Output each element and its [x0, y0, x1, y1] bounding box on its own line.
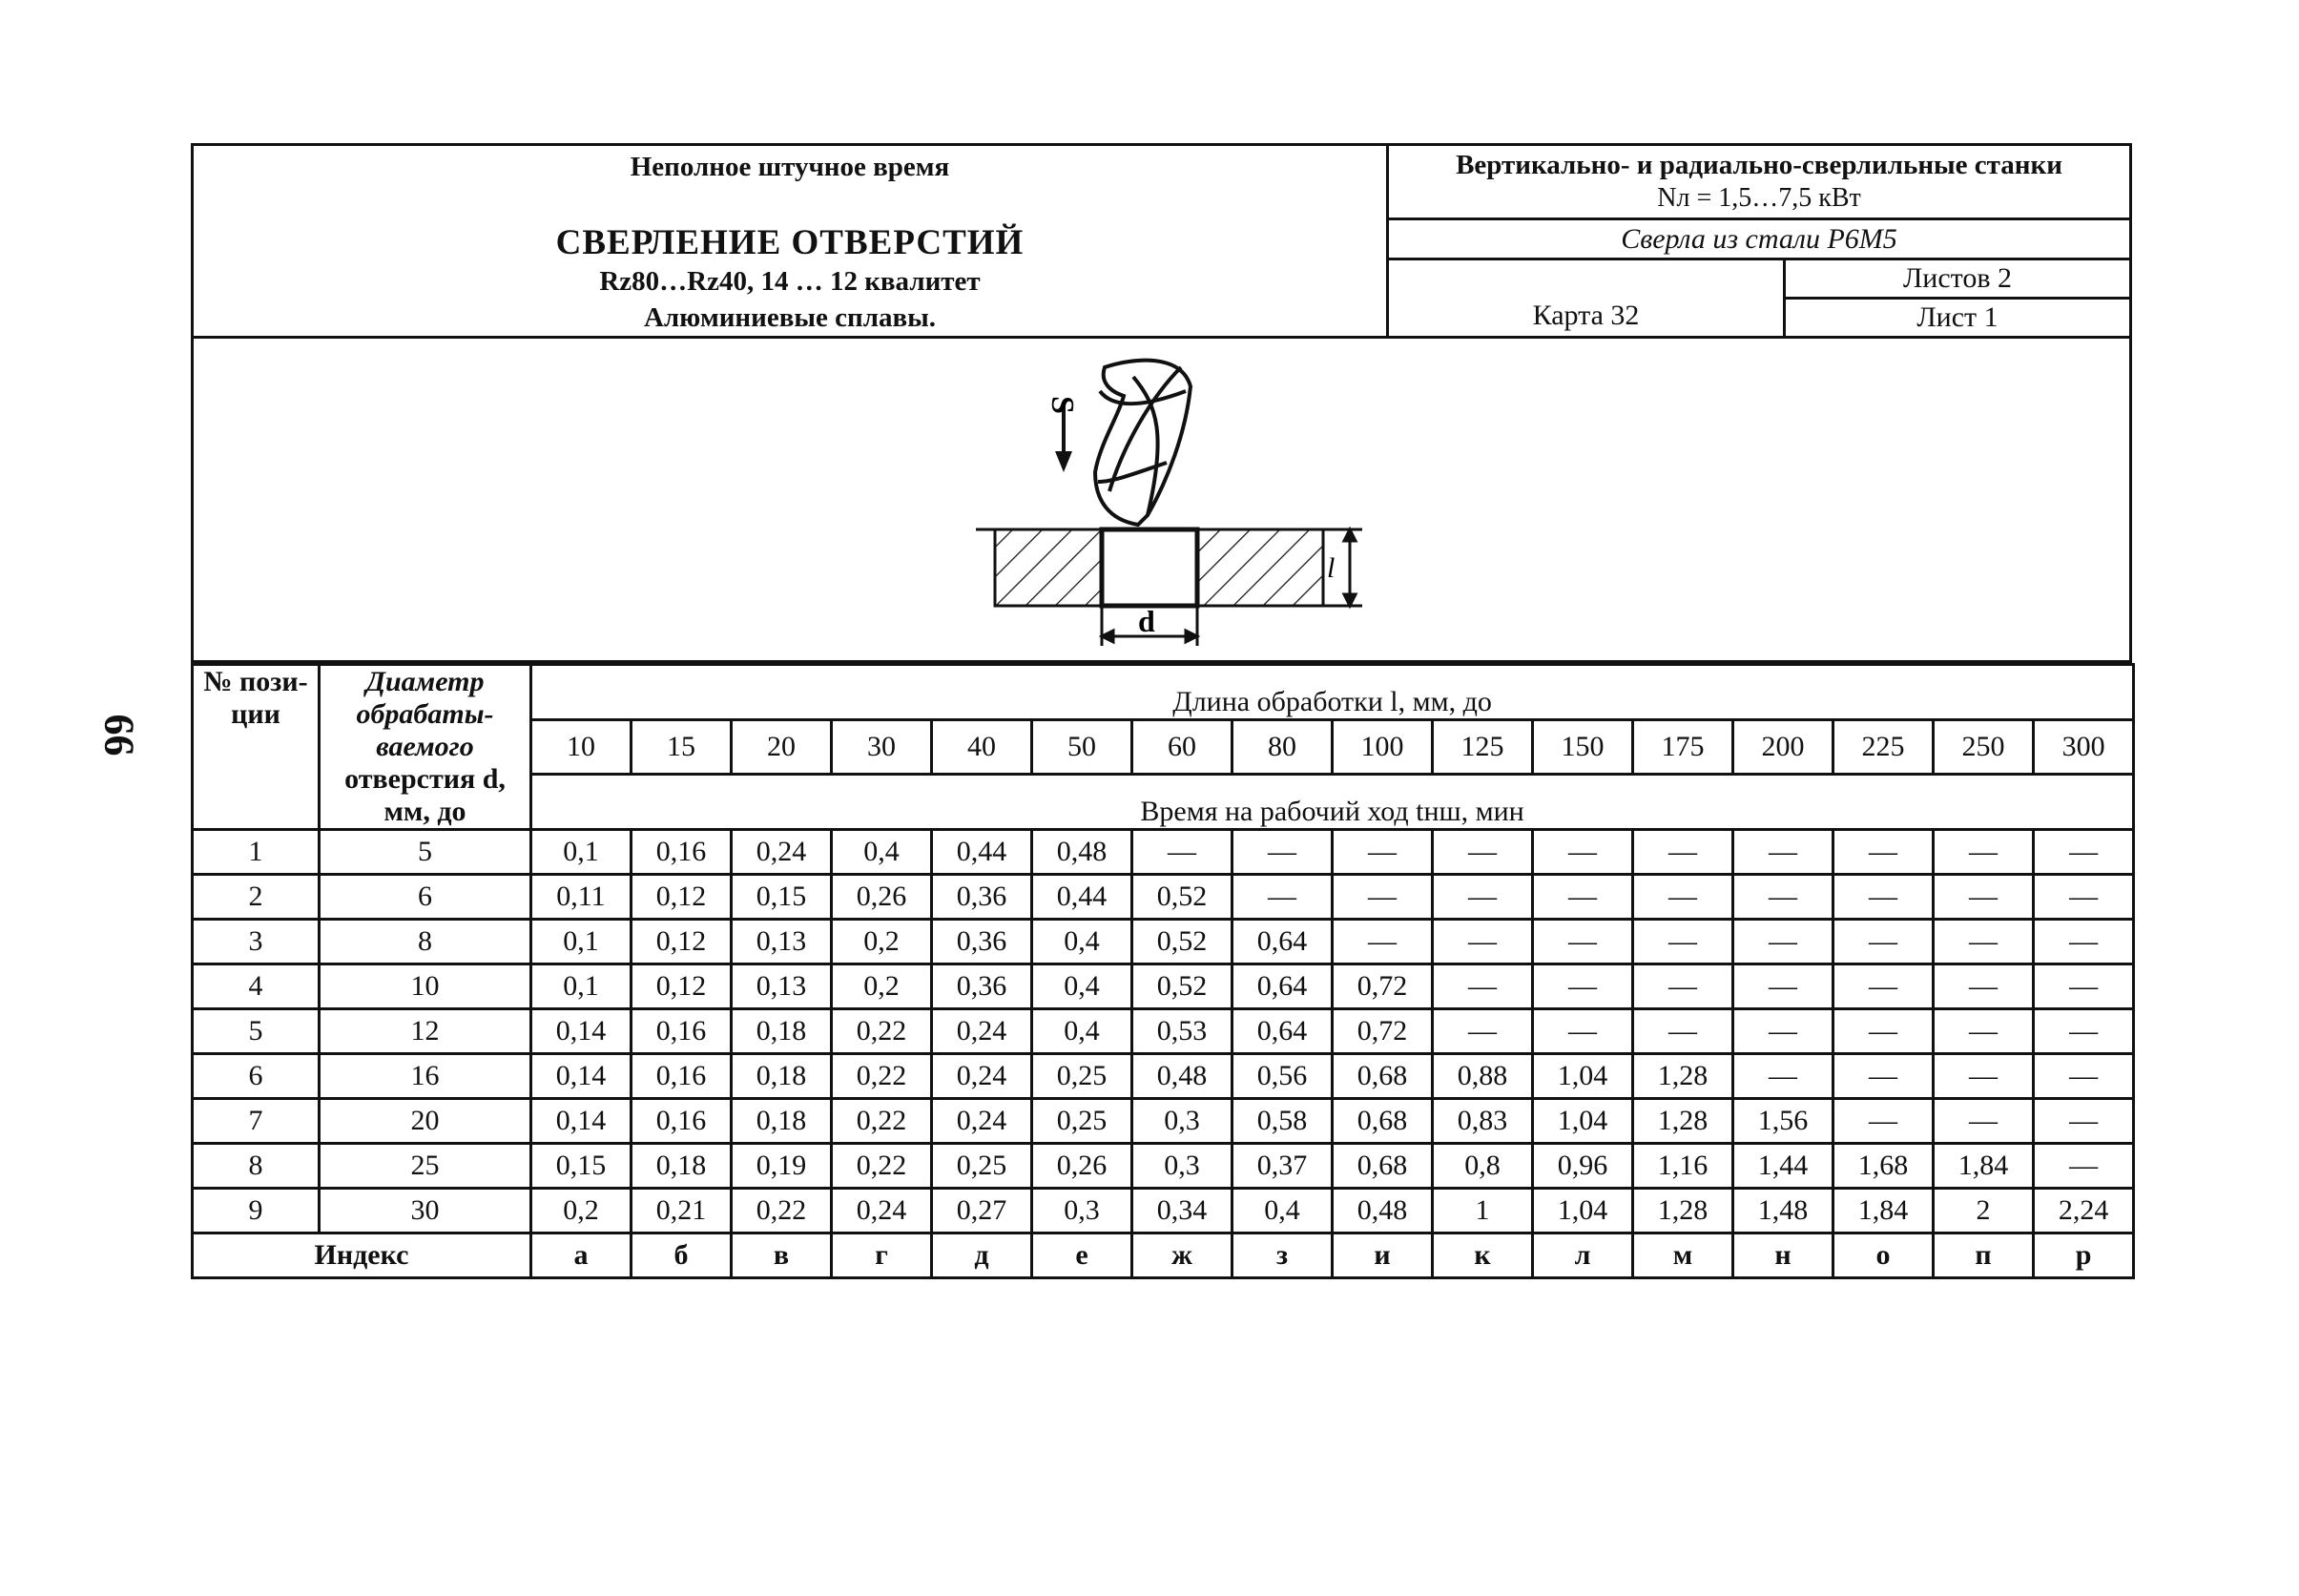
- time-value-cell: 0,18: [732, 1054, 832, 1099]
- position-cell: 1: [193, 830, 320, 875]
- time-value-cell: 0,8: [1433, 1144, 1533, 1189]
- time-value-cell: —: [2034, 1144, 2134, 1189]
- position-cell: 2: [193, 875, 320, 920]
- time-value-cell: —: [1833, 875, 1934, 920]
- time-value-cell: 0,96: [1533, 1144, 1633, 1189]
- time-value-cell: 0,48: [1333, 1189, 1433, 1233]
- time-value-cell: 0,21: [632, 1189, 732, 1233]
- time-value-cell: —: [1733, 875, 1833, 920]
- time-value-cell: 0,72: [1333, 1009, 1433, 1054]
- index-cell: р: [2034, 1233, 2134, 1278]
- time-value-cell: 0,12: [632, 964, 732, 1009]
- index-cell: п: [1934, 1233, 2034, 1278]
- time-value-cell: 0,48: [1132, 1054, 1232, 1099]
- time-value-cell: —: [1433, 1009, 1533, 1054]
- table-row: [193, 875, 2134, 920]
- length-cell: 300: [2034, 719, 2134, 775]
- length-cell: 250: [1934, 719, 2034, 775]
- time-value-cell: —: [1934, 875, 2034, 920]
- time-value-cell: 0,52: [1132, 875, 1232, 920]
- length-cell: 175: [1633, 719, 1733, 775]
- time-value-cell: 0,64: [1232, 920, 1333, 964]
- index-cell: ж: [1132, 1233, 1232, 1278]
- header-title: СВЕРЛЕНИЕ ОТВЕРСТИЙ: [555, 223, 1025, 262]
- time-value-cell: 0,2: [832, 920, 932, 964]
- position-cell: 5: [193, 1009, 320, 1054]
- time-value-cell: 1,84: [1934, 1144, 2034, 1189]
- diameter-cell: 8: [320, 920, 531, 964]
- time-value-cell: 0,24: [832, 1189, 932, 1233]
- time-value-cell: —: [1533, 830, 1633, 875]
- time-value-cell: —: [1733, 1054, 1833, 1099]
- time-value-cell: —: [1333, 875, 1433, 920]
- time-value-cell: 0,22: [832, 1144, 932, 1189]
- diameter-cell: 6: [320, 875, 531, 920]
- time-value-cell: 0,25: [1032, 1054, 1132, 1099]
- length-cell: 225: [1833, 719, 1934, 775]
- index-cell: б: [632, 1233, 732, 1278]
- workpiece-icon: [976, 529, 1348, 606]
- time-value-cell: —: [1633, 964, 1733, 1009]
- header-material: Алюминиевые сплавы.: [643, 302, 937, 333]
- time-value-cell: —: [1934, 1009, 2034, 1054]
- time-value-cell: 1,04: [1533, 1054, 1633, 1099]
- position-cell: 9: [193, 1189, 320, 1233]
- time-value-cell: 0,24: [932, 1054, 1032, 1099]
- diameter-cell: 16: [320, 1054, 531, 1099]
- time-value-cell: 1,56: [1733, 1099, 1833, 1144]
- machine-type: Вертикально- и радиально-сверлильные станки: [1456, 150, 2062, 180]
- time-value-cell: 0,22: [732, 1189, 832, 1233]
- time-value-cell: —: [1533, 875, 1633, 920]
- time-value-cell: 0,44: [1032, 875, 1132, 920]
- time-value-cell: 0,22: [832, 1099, 932, 1144]
- time-value-cell: 1,16: [1633, 1144, 1733, 1189]
- time-value-cell: 1,28: [1633, 1054, 1733, 1099]
- time-value-cell: —: [1833, 830, 1934, 875]
- diameter-label: d: [1138, 604, 1155, 638]
- time-value-cell: —: [1633, 1009, 1733, 1054]
- header-quality: Rz80…Rz40, 14 … 12 квалитет: [599, 266, 981, 297]
- length-cell: 30: [832, 719, 932, 775]
- document-card: [191, 143, 2132, 1279]
- length-cell: 20: [732, 719, 832, 775]
- index-cell: и: [1333, 1233, 1433, 1278]
- time-value-cell: —: [1433, 964, 1533, 1009]
- time-value-cell: 0,26: [1032, 1144, 1132, 1189]
- index-cell: д: [932, 1233, 1032, 1278]
- time-value-cell: 0,18: [732, 1009, 832, 1054]
- index-cell: м: [1633, 1233, 1733, 1278]
- time-value-cell: —: [2034, 964, 2134, 1009]
- time-value-cell: —: [1533, 964, 1633, 1009]
- time-value-cell: —: [1934, 1054, 2034, 1099]
- diameter-cell: 10: [320, 964, 531, 1009]
- header-time: Время на рабочий ход tнш, мин: [531, 775, 2134, 830]
- time-value-cell: 0,72: [1333, 964, 1433, 1009]
- time-value-cell: —: [1733, 1009, 1833, 1054]
- header-title-block: [194, 146, 1389, 336]
- table-row: [193, 830, 2134, 875]
- length-cell: 50: [1032, 719, 1132, 775]
- time-value-cell: 0,12: [632, 875, 732, 920]
- index-label: Индекс: [193, 1233, 531, 1278]
- time-value-cell: 0,22: [832, 1054, 932, 1099]
- table-row: [193, 920, 2134, 964]
- time-value-cell: —: [1533, 1009, 1633, 1054]
- time-value-cell: —: [1934, 964, 2034, 1009]
- time-value-cell: —: [1533, 920, 1633, 964]
- time-value-cell: 0,22: [832, 1009, 932, 1054]
- table-header-row: [193, 665, 2134, 720]
- time-value-cell: 0,2: [531, 1189, 632, 1233]
- header-diameter-line2: отверстия d, мм, до: [344, 763, 506, 827]
- time-value-cell: 0,3: [1032, 1189, 1132, 1233]
- index-cell: е: [1032, 1233, 1132, 1278]
- index-cell: а: [531, 1233, 632, 1278]
- time-value-cell: —: [2034, 830, 2134, 875]
- time-value-cell: 2,24: [2034, 1189, 2134, 1233]
- header-diameter: [320, 665, 531, 830]
- time-value-cell: —: [1934, 920, 2034, 964]
- time-value-cell: —: [1433, 920, 1533, 964]
- time-value-cell: —: [1733, 964, 1833, 1009]
- time-value-cell: —: [1333, 830, 1433, 875]
- length-cell: 125: [1433, 719, 1533, 775]
- time-value-cell: 0,16: [632, 1009, 732, 1054]
- time-value-cell: 1,68: [1833, 1144, 1934, 1189]
- time-value-cell: 0,1: [531, 964, 632, 1009]
- time-value-cell: 0,64: [1232, 1009, 1333, 1054]
- diameter-cell: 25: [320, 1144, 531, 1189]
- time-value-cell: —: [1833, 1054, 1934, 1099]
- time-value-cell: 0,88: [1433, 1054, 1533, 1099]
- time-value-cell: —: [2034, 1054, 2134, 1099]
- time-value-cell: 0,64: [1232, 964, 1333, 1009]
- index-cell: г: [832, 1233, 932, 1278]
- table-row: [193, 1009, 2134, 1054]
- time-value-cell: 0,4: [1032, 964, 1132, 1009]
- card-numbers: [1389, 260, 2129, 336]
- time-value-cell: 0,12: [632, 920, 732, 964]
- time-value-cell: 0,1: [531, 920, 632, 964]
- time-value-cell: 0,13: [732, 920, 832, 964]
- diameter-cell: 20: [320, 1099, 531, 1144]
- card-header: [191, 143, 2132, 339]
- time-value-cell: 0,2: [832, 964, 932, 1009]
- time-value-cell: 2: [1934, 1189, 2034, 1233]
- time-value-cell: 1,84: [1833, 1189, 1934, 1233]
- time-value-cell: 0,25: [932, 1144, 1032, 1189]
- tool-cell: Сверла из стали Р6М5: [1389, 220, 2129, 260]
- time-value-cell: 0,24: [932, 1009, 1032, 1054]
- position-cell: 8: [193, 1144, 320, 1189]
- time-value-cell: 0,24: [732, 830, 832, 875]
- time-value-cell: 1,04: [1533, 1189, 1633, 1233]
- header-position: № пози-ции: [193, 665, 320, 830]
- time-value-cell: 0,16: [632, 1054, 732, 1099]
- length-cell: 60: [1132, 719, 1232, 775]
- time-value-cell: —: [1733, 920, 1833, 964]
- time-value-cell: —: [1232, 830, 1333, 875]
- time-value-cell: 0,58: [1232, 1099, 1333, 1144]
- time-value-cell: —: [2034, 1009, 2134, 1054]
- index-cell: н: [1733, 1233, 1833, 1278]
- index-cell: л: [1533, 1233, 1633, 1278]
- time-value-cell: 1,04: [1533, 1099, 1633, 1144]
- time-table: [191, 663, 2135, 1279]
- table-row: [193, 1144, 2134, 1189]
- length-label: l: [1327, 552, 1336, 584]
- position-cell: 6: [193, 1054, 320, 1099]
- diameter-cell: 12: [320, 1009, 531, 1054]
- length-cell: 150: [1533, 719, 1633, 775]
- drill-sketch: [194, 339, 2135, 663]
- time-value-cell: 0,52: [1132, 920, 1232, 964]
- time-value-cell: 1,44: [1733, 1144, 1833, 1189]
- feed-label: S: [1045, 396, 1080, 414]
- position-cell: 4: [193, 964, 320, 1009]
- length-cell: 200: [1733, 719, 1833, 775]
- length-cell: 40: [932, 719, 1032, 775]
- index-cell: о: [1833, 1233, 1934, 1278]
- header-subtitle: Неполное штучное время: [630, 152, 950, 182]
- index-cell: в: [732, 1233, 832, 1278]
- length-cell: 80: [1232, 719, 1333, 775]
- time-value-cell: —: [1833, 920, 1934, 964]
- diameter-cell: 30: [320, 1189, 531, 1233]
- time-value-cell: 0,13: [732, 964, 832, 1009]
- time-value-cell: —: [2034, 1099, 2134, 1144]
- time-value-cell: —: [1833, 964, 1934, 1009]
- time-value-cell: 0,4: [1232, 1189, 1333, 1233]
- time-value-cell: 0,37: [1232, 1144, 1333, 1189]
- time-value-cell: —: [1633, 875, 1733, 920]
- header-length: Длина обработки l, мм, до: [531, 665, 2134, 720]
- position-cell: 3: [193, 920, 320, 964]
- table-row: [193, 1189, 2134, 1233]
- header-diameter-line1: Диаметр обрабаты-ваемого: [356, 666, 494, 762]
- time-value-cell: 0,83: [1433, 1099, 1533, 1144]
- time-value-cell: 0,68: [1333, 1054, 1433, 1099]
- length-cell: 15: [632, 719, 732, 775]
- time-value-cell: 0,11: [531, 875, 632, 920]
- index-cell: к: [1433, 1233, 1533, 1278]
- time-value-cell: —: [1934, 830, 2034, 875]
- diameter-cell: 5: [320, 830, 531, 875]
- time-value-cell: 0,16: [632, 830, 732, 875]
- table-row: [193, 964, 2134, 1009]
- sheet-number: Лист 1: [1916, 301, 1999, 333]
- time-value-cell: 0,25: [1032, 1099, 1132, 1144]
- time-value-cell: 0,44: [932, 830, 1032, 875]
- time-value-cell: —: [1833, 1009, 1934, 1054]
- time-value-cell: —: [2034, 875, 2134, 920]
- sheets-total: Листов 2: [1786, 260, 2129, 300]
- time-value-cell: —: [1733, 830, 1833, 875]
- time-value-cell: —: [1833, 1099, 1934, 1144]
- time-value-cell: 0,4: [1032, 1009, 1132, 1054]
- index-cell: з: [1232, 1233, 1333, 1278]
- card-number: Карта 32: [1389, 260, 1786, 336]
- time-value-cell: —: [1132, 830, 1232, 875]
- time-value-cell: 0,1: [531, 830, 632, 875]
- time-value-cell: 0,4: [1032, 920, 1132, 964]
- time-value-cell: 1: [1433, 1189, 1533, 1233]
- machine-cell: [1389, 146, 2129, 220]
- time-value-cell: 0,36: [932, 964, 1032, 1009]
- index-row: [193, 1233, 2134, 1278]
- time-value-cell: 0,15: [531, 1144, 632, 1189]
- time-value-cell: —: [1934, 1099, 2034, 1144]
- time-value-cell: 0,52: [1132, 964, 1232, 1009]
- sheet-info: [1786, 260, 2129, 336]
- time-value-cell: 0,36: [932, 875, 1032, 920]
- position-cell: 7: [193, 1099, 320, 1144]
- drilling-diagram: [191, 339, 2132, 663]
- time-value-cell: 1,48: [1733, 1189, 1833, 1233]
- time-value-cell: 0,27: [932, 1189, 1032, 1233]
- header-info-block: [1389, 146, 2129, 336]
- length-cell: 100: [1333, 719, 1433, 775]
- time-value-cell: 0,14: [531, 1054, 632, 1099]
- time-value-cell: 0,18: [632, 1144, 732, 1189]
- feed-arrow-icon: [1055, 405, 1072, 472]
- time-value-cell: 0,68: [1333, 1144, 1433, 1189]
- time-value-cell: 0,3: [1132, 1144, 1232, 1189]
- time-value-cell: 0,19: [732, 1144, 832, 1189]
- time-value-cell: 0,48: [1032, 830, 1132, 875]
- time-value-cell: 0,68: [1333, 1099, 1433, 1144]
- time-value-cell: 0,14: [531, 1099, 632, 1144]
- time-value-cell: 0,4: [832, 830, 932, 875]
- time-value-cell: 0,18: [732, 1099, 832, 1144]
- drill-bit-icon: [1095, 361, 1191, 525]
- time-value-cell: 0,34: [1132, 1189, 1232, 1233]
- page-number: 66: [95, 714, 143, 757]
- table-row: [193, 1099, 2134, 1144]
- length-cell: 10: [531, 719, 632, 775]
- time-value-cell: —: [1433, 830, 1533, 875]
- time-value-cell: 0,24: [932, 1099, 1032, 1144]
- time-value-cell: 1,28: [1633, 1189, 1733, 1233]
- time-value-cell: 0,3: [1132, 1099, 1232, 1144]
- time-value-cell: —: [1333, 920, 1433, 964]
- machine-power: Nл = 1,5…7,5 кВт: [1657, 183, 1861, 213]
- time-value-cell: —: [1633, 920, 1733, 964]
- table-row: [193, 1054, 2134, 1099]
- time-value-cell: 0,15: [732, 875, 832, 920]
- time-value-cell: 0,26: [832, 875, 932, 920]
- time-value-cell: —: [1433, 875, 1533, 920]
- time-value-cell: 0,36: [932, 920, 1032, 964]
- time-value-cell: 0,56: [1232, 1054, 1333, 1099]
- time-value-cell: 0,16: [632, 1099, 732, 1144]
- time-value-cell: —: [1633, 830, 1733, 875]
- time-value-cell: 0,53: [1132, 1009, 1232, 1054]
- time-value-cell: 1,28: [1633, 1099, 1733, 1144]
- time-value-cell: —: [1232, 875, 1333, 920]
- time-value-cell: —: [2034, 920, 2134, 964]
- time-value-cell: 0,14: [531, 1009, 632, 1054]
